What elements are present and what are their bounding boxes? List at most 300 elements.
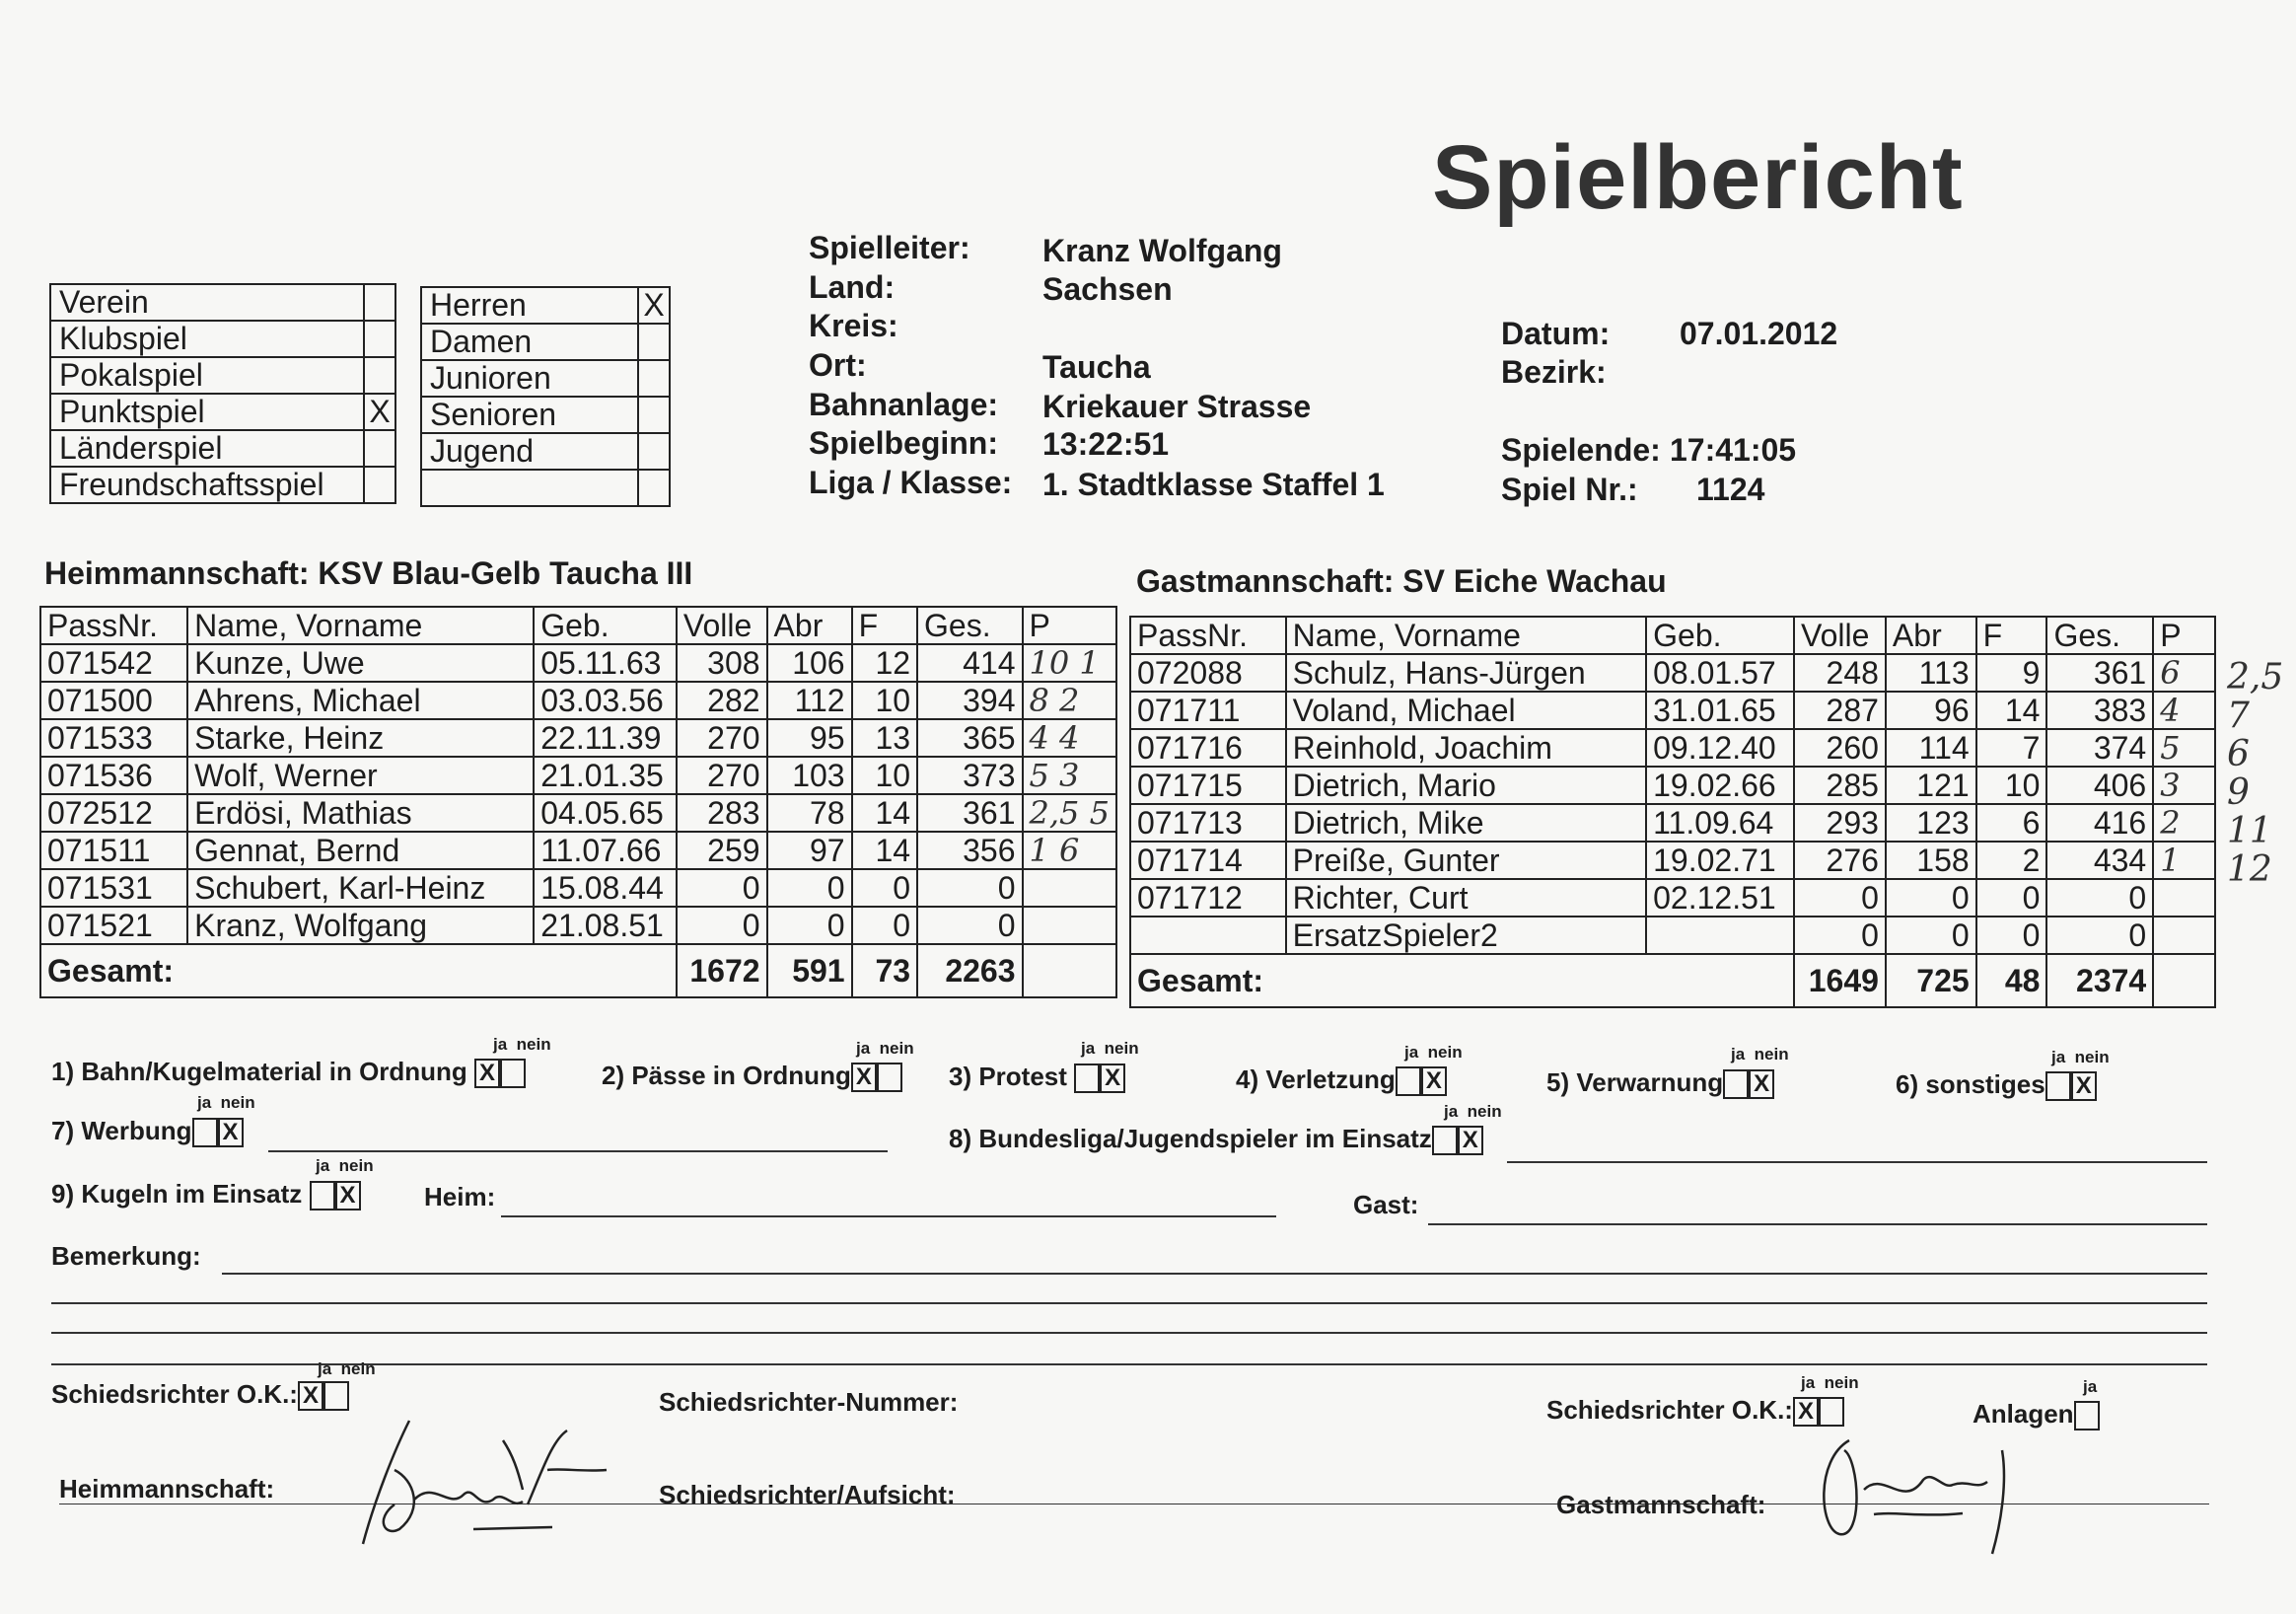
- home-cell-gesamt: 365: [917, 719, 1022, 757]
- table-row: [1130, 804, 2215, 842]
- guest-cell-fehler: 10: [1976, 767, 2047, 804]
- category-table: [420, 286, 671, 507]
- table-row: [1130, 879, 2215, 917]
- bezirk-label: Bezirk:: [1501, 354, 1607, 390]
- guest-total-punkte: [2153, 954, 2215, 1007]
- question-8-ja-nein: ja nein: [1444, 1102, 1502, 1121]
- home-players-table: [39, 606, 1117, 998]
- margin-note: 7: [2227, 696, 2250, 736]
- guest-players-table: [1129, 616, 2216, 1008]
- home-cell-gesamt: 361: [917, 794, 1022, 832]
- guest-cell-abraeumen: 121: [1886, 767, 1976, 804]
- category-label: [421, 470, 638, 506]
- home-cell-name: Schubert, Karl-Heinz: [187, 869, 534, 907]
- liga-label: Liga / Klasse:: [809, 465, 1013, 500]
- question-1-label: 1) Bahn/Kugelmaterial in Ordnung: [51, 1057, 467, 1086]
- guest-cell-name: ErsatzSpieler2: [1286, 917, 1646, 954]
- guest-cell-fehler: 0: [1976, 917, 2047, 954]
- question-7-ja-box[interactable]: [192, 1118, 218, 1147]
- home-cell-pass-nr: 071542: [40, 644, 187, 682]
- guest-cell-punkte: 1: [2153, 842, 2215, 879]
- sr-aufsicht-label: Schiedsrichter/Aufsicht:: [659, 1480, 956, 1509]
- question-5-nein-box[interactable]: X: [1749, 1069, 1774, 1099]
- sr-ok-home-ja-box[interactable]: X: [298, 1381, 323, 1411]
- guest-total-fehler: 48: [1976, 954, 2047, 1007]
- guest-cell-fehler: 9: [1976, 654, 2047, 692]
- sr-ok-home-label: Schiedsrichter O.K.:: [51, 1379, 298, 1409]
- heim-line[interactable]: [501, 1215, 1276, 1217]
- home-team-caption: Heimmannschaft: KSV Blau-Gelb Taucha III: [44, 555, 693, 591]
- question-4-ja-box[interactable]: [1396, 1066, 1421, 1096]
- question-1-nein-box[interactable]: [500, 1059, 526, 1088]
- guest-cell-birth-date: 19.02.66: [1646, 767, 1794, 804]
- ort-value: Taucha: [1042, 349, 1151, 385]
- question-8-label: 8) Bundesliga/Jugendspieler im Einsatz: [949, 1124, 1432, 1153]
- guest-cell-punkte: [2153, 917, 2215, 954]
- question-3-ja-box[interactable]: [1074, 1064, 1100, 1093]
- question-3: [949, 1062, 1125, 1093]
- category-label: Senioren: [421, 397, 638, 433]
- guest-team-caption: Gastmannschaft: SV Eiche Wachau: [1136, 563, 1667, 599]
- guest-cell-birth-date: [1646, 917, 1794, 954]
- category-row[interactable]: [421, 433, 670, 470]
- home-cell-punkte: 10 1: [1023, 644, 1116, 682]
- guest-header-volle: Volle: [1794, 617, 1886, 654]
- home-signature: [355, 1411, 611, 1549]
- home-cell-fehler: 13: [852, 719, 917, 757]
- guest-cell-volle: 0: [1794, 917, 1886, 954]
- gast-line[interactable]: [1428, 1223, 2207, 1225]
- home-cell-birth-date: 15.08.44: [534, 869, 677, 907]
- table-row: [1130, 842, 2215, 879]
- gastmannschaft-label: Gastmannschaft:: [1556, 1490, 1766, 1519]
- question-2-ja-nein: ja nein: [856, 1039, 914, 1058]
- question-1-ja-box[interactable]: X: [474, 1059, 500, 1088]
- category-label: Herren: [421, 287, 638, 324]
- spielnr-value: 1124: [1696, 472, 1765, 507]
- guest-cell-volle: 287: [1794, 692, 1886, 729]
- home-cell-abraeumen: 103: [767, 757, 852, 794]
- category-checkbox[interactable]: X: [638, 287, 670, 324]
- guest-cell-pass-nr: 071713: [1130, 804, 1286, 842]
- sr-ok-home: [51, 1379, 349, 1411]
- guest-cell-abraeumen: 0: [1886, 879, 1976, 917]
- bemerkung-line-2[interactable]: [51, 1302, 2207, 1304]
- home-total-row: [40, 944, 1116, 997]
- guest-cell-birth-date: 31.01.65: [1646, 692, 1794, 729]
- home-cell-volle: 308: [677, 644, 767, 682]
- guest-cell-punkte: 4: [2153, 692, 2215, 729]
- game-type-label: Klubspiel: [50, 321, 364, 357]
- table-row: [40, 794, 1116, 832]
- table-row: [1130, 767, 2215, 804]
- spielende-value: 17:41:05: [1670, 432, 1797, 468]
- question-9-ja-nein: ja nein: [316, 1156, 374, 1175]
- guest-cell-pass-nr: 071711: [1130, 692, 1286, 729]
- table-row: [40, 719, 1116, 757]
- guest-cell-gesamt: 434: [2046, 842, 2153, 879]
- table-row: [40, 757, 1116, 794]
- question-8-nein-box[interactable]: X: [1458, 1126, 1483, 1155]
- home-cell-gesamt: 394: [917, 682, 1022, 719]
- category-row[interactable]: [421, 360, 670, 397]
- game-type-row[interactable]: [50, 467, 395, 503]
- bemerkung-label: Bemerkung:: [51, 1241, 201, 1271]
- question-6-ja-nein: ja nein: [2051, 1048, 2110, 1066]
- guest-header-punkte: P: [2153, 617, 2215, 654]
- table-row: [40, 907, 1116, 944]
- guest-cell-fehler: 7: [1976, 729, 2047, 767]
- question-9-ja-box[interactable]: [310, 1181, 335, 1210]
- home-cell-volle: 0: [677, 907, 767, 944]
- home-cell-volle: 0: [677, 869, 767, 907]
- home-header-gesamt: Ges.: [917, 607, 1022, 644]
- guest-cell-volle: 293: [1794, 804, 1886, 842]
- heimmannschaft-label: Heimmannschaft:: [59, 1474, 275, 1504]
- category-checkbox[interactable]: [638, 397, 670, 433]
- guest-cell-name: Preiße, Gunter: [1286, 842, 1646, 879]
- margin-note: 2,5: [2227, 657, 2284, 697]
- home-cell-birth-date: 21.01.35: [534, 757, 677, 794]
- table-row: [40, 682, 1116, 719]
- spielende-label: Spielende:: [1501, 432, 1661, 468]
- home-cell-punkte: [1023, 869, 1116, 907]
- guest-cell-abraeumen: 113: [1886, 654, 1976, 692]
- home-cell-punkte: 2,5 5: [1023, 794, 1116, 832]
- guest-cell-punkte: 6: [2153, 654, 2215, 692]
- game-type-label: Pokalspiel: [50, 357, 364, 394]
- home-cell-abraeumen: 0: [767, 907, 852, 944]
- question-1: [51, 1057, 526, 1088]
- category-checkbox[interactable]: [638, 470, 670, 506]
- kreis-label: Kreis:: [809, 308, 898, 343]
- land-value: Sachsen: [1042, 271, 1173, 307]
- guest-cell-name: Richter, Curt: [1286, 879, 1646, 917]
- question-7-nein-box[interactable]: X: [218, 1118, 244, 1147]
- question-2-nein-box[interactable]: [877, 1063, 902, 1092]
- sr-ok-guest-ja-box[interactable]: X: [1793, 1397, 1819, 1427]
- guest-cell-abraeumen: 114: [1886, 729, 1976, 767]
- home-cell-fehler: 12: [852, 644, 917, 682]
- home-cell-fehler: 0: [852, 869, 917, 907]
- home-header-volle: Volle: [677, 607, 767, 644]
- home-cell-pass-nr: 071500: [40, 682, 187, 719]
- margin-note: 12: [2227, 849, 2272, 890]
- bahnanlage-value: Kriekauer Strasse: [1042, 389, 1312, 424]
- question-3-label: 3) Protest: [949, 1062, 1067, 1091]
- question-6-nein-box[interactable]: X: [2071, 1071, 2097, 1101]
- home-cell-abraeumen: 106: [767, 644, 852, 682]
- table-row: [1130, 654, 2215, 692]
- sr-ok-home-nein-box[interactable]: [323, 1381, 349, 1411]
- table-row: [1130, 692, 2215, 729]
- home-cell-abraeumen: 78: [767, 794, 852, 832]
- question-2-label: 2) Pässe in Ordnung: [602, 1061, 851, 1090]
- question-7-label: 7) Werbung: [51, 1116, 192, 1145]
- anlagen-label: Anlagen: [1973, 1399, 2074, 1429]
- guest-total-label: Gesamt:: [1130, 954, 1794, 1007]
- game-type-label: Punktspiel: [50, 394, 364, 430]
- table-row: [1130, 917, 2215, 954]
- game-type-checkbox[interactable]: [364, 284, 395, 321]
- spielleiter-label: Spielleiter:: [809, 230, 970, 265]
- question-4-nein-box[interactable]: X: [1421, 1066, 1447, 1096]
- liga-value: 1. Stadtklasse Staffel 1: [1042, 467, 1385, 502]
- guest-cell-pass-nr: 072088: [1130, 654, 1286, 692]
- question-5-ja-box[interactable]: [1723, 1069, 1749, 1099]
- question-9-nein-box[interactable]: X: [335, 1181, 361, 1210]
- margin-note: 6: [2227, 734, 2250, 774]
- category-label: Junioren: [421, 360, 638, 397]
- category-row[interactable]: [421, 470, 670, 506]
- guest-header-gesamt: Ges.: [2046, 617, 2153, 654]
- guest-total-abraeumen: 725: [1886, 954, 1976, 1007]
- sr-ok-home-ja-nein: ja nein: [318, 1359, 376, 1378]
- home-header-birth-date: Geb.: [534, 607, 677, 644]
- guest-cell-abraeumen: 158: [1886, 842, 1976, 879]
- bundesliga-line[interactable]: [1507, 1161, 2207, 1163]
- home-cell-abraeumen: 0: [767, 869, 852, 907]
- guest-cell-abraeumen: 96: [1886, 692, 1976, 729]
- home-header-pass-nr: PassNr.: [40, 607, 187, 644]
- guest-cell-name: Dietrich, Mike: [1286, 804, 1646, 842]
- home-cell-pass-nr: 071536: [40, 757, 187, 794]
- datum-value: 07.01.2012: [1680, 316, 1838, 351]
- guest-cell-punkte: 3: [2153, 767, 2215, 804]
- table-row: [40, 832, 1116, 869]
- margin-note: 9: [2227, 772, 2250, 813]
- home-cell-pass-nr: 071531: [40, 869, 187, 907]
- question-4-ja-nein: ja nein: [1404, 1043, 1463, 1062]
- home-cell-punkte: [1023, 907, 1116, 944]
- anlagen-ja-box[interactable]: [2074, 1401, 2100, 1431]
- home-cell-gesamt: 373: [917, 757, 1022, 794]
- question-9: [51, 1179, 361, 1210]
- home-cell-abraeumen: 97: [767, 832, 852, 869]
- question-2: [602, 1061, 902, 1092]
- home-cell-name: Erdösi, Mathias: [187, 794, 534, 832]
- table-row: [40, 644, 1116, 682]
- land-label: Land:: [809, 269, 896, 305]
- home-total-punkte: [1023, 944, 1116, 997]
- guest-cell-gesamt: 406: [2046, 767, 2153, 804]
- home-cell-fehler: 14: [852, 794, 917, 832]
- home-cell-fehler: 10: [852, 682, 917, 719]
- question-8: [949, 1124, 1483, 1155]
- home-cell-gesamt: 0: [917, 907, 1022, 944]
- guest-cell-gesamt: 383: [2046, 692, 2153, 729]
- question-2-ja-box[interactable]: X: [851, 1063, 877, 1092]
- spielleiter-value: Kranz Wolfgang: [1042, 233, 1282, 268]
- guest-cell-volle: 285: [1794, 767, 1886, 804]
- guest-header-abraeumen: Abr: [1886, 617, 1976, 654]
- home-cell-birth-date: 11.07.66: [534, 832, 677, 869]
- home-cell-name: Gennat, Bernd: [187, 832, 534, 869]
- home-header-name: Name, Vorname: [187, 607, 534, 644]
- game-type-label: Länderspiel: [50, 430, 364, 467]
- home-cell-pass-nr: 071521: [40, 907, 187, 944]
- guest-header-birth-date: Geb.: [1646, 617, 1794, 654]
- home-header-fehler: F: [852, 607, 917, 644]
- home-cell-fehler: 14: [852, 832, 917, 869]
- home-cell-pass-nr: 071511: [40, 832, 187, 869]
- home-cell-punkte: 4 4: [1023, 719, 1116, 757]
- heim-label: Heim:: [424, 1182, 496, 1211]
- home-cell-birth-date: 04.05.65: [534, 794, 677, 832]
- guest-header-fehler: F: [1976, 617, 2047, 654]
- guest-cell-name: Schulz, Hans-Jürgen: [1286, 654, 1646, 692]
- guest-header-name: Name, Vorname: [1286, 617, 1646, 654]
- bemerkung-line-3[interactable]: [51, 1332, 2207, 1334]
- question-3-nein-box[interactable]: X: [1100, 1064, 1125, 1093]
- question-8-ja-box[interactable]: [1432, 1126, 1458, 1155]
- home-cell-abraeumen: 112: [767, 682, 852, 719]
- guest-cell-birth-date: 02.12.51: [1646, 879, 1794, 917]
- home-cell-name: Kunze, Uwe: [187, 644, 534, 682]
- game-type-row[interactable]: [50, 284, 395, 321]
- guest-cell-volle: 276: [1794, 842, 1886, 879]
- category-row[interactable]: [421, 324, 670, 360]
- home-cell-punkte: 1 6: [1023, 832, 1116, 869]
- category-checkbox[interactable]: [638, 324, 670, 360]
- game-type-checkbox[interactable]: [364, 321, 395, 357]
- guest-cell-birth-date: 11.09.64: [1646, 804, 1794, 842]
- home-cell-volle: 282: [677, 682, 767, 719]
- gast-label: Gast:: [1353, 1190, 1419, 1219]
- home-cell-pass-nr: 071533: [40, 719, 187, 757]
- guest-cell-fehler: 2: [1976, 842, 2047, 879]
- question-1-ja-nein: ja nein: [493, 1035, 551, 1054]
- guest-cell-name: Voland, Michael: [1286, 692, 1646, 729]
- home-cell-birth-date: 05.11.63: [534, 644, 677, 682]
- home-header-punkte: P: [1023, 607, 1116, 644]
- question-6-label: 6) sonstiges: [1896, 1069, 2045, 1099]
- game-type-row[interactable]: [50, 321, 395, 357]
- home-cell-gesamt: 356: [917, 832, 1022, 869]
- guest-cell-abraeumen: 123: [1886, 804, 1976, 842]
- guest-cell-pass-nr: [1130, 917, 1286, 954]
- home-header-row: [40, 607, 1116, 644]
- game-type-row[interactable]: [50, 357, 395, 394]
- guest-total-row: [1130, 954, 2215, 1007]
- home-cell-birth-date: 03.03.56: [534, 682, 677, 719]
- home-total-gesamt: 2263: [917, 944, 1022, 997]
- question-6: [1896, 1069, 2097, 1101]
- page-title: Spielbericht: [1432, 127, 1964, 228]
- question-7: [51, 1116, 244, 1147]
- question-7-ja-nein: ja nein: [197, 1093, 255, 1112]
- category-checkbox[interactable]: [638, 433, 670, 470]
- anlagen-ja: ja: [2083, 1377, 2098, 1396]
- guest-total-gesamt: 2374: [2046, 954, 2153, 1007]
- spielbeginn-label: Spielbeginn:: [809, 425, 998, 461]
- home-total-label: Gesamt:: [40, 944, 677, 997]
- guest-cell-gesamt: 361: [2046, 654, 2153, 692]
- table-row: [1130, 729, 2215, 767]
- sr-ok-guest-ja-nein: ja nein: [1801, 1373, 1859, 1392]
- guest-cell-pass-nr: 071716: [1130, 729, 1286, 767]
- guest-cell-gesamt: 374: [2046, 729, 2153, 767]
- guest-cell-birth-date: 19.02.71: [1646, 842, 1794, 879]
- guest-cell-volle: 260: [1794, 729, 1886, 767]
- home-cell-abraeumen: 95: [767, 719, 852, 757]
- category-row[interactable]: [421, 287, 670, 324]
- category-label: Jugend: [421, 433, 638, 470]
- werbung-line[interactable]: [268, 1150, 888, 1152]
- home-cell-volle: 259: [677, 832, 767, 869]
- game-type-checkbox[interactable]: X: [364, 394, 395, 430]
- guest-cell-gesamt: 0: [2046, 879, 2153, 917]
- guest-cell-fehler: 14: [1976, 692, 2047, 729]
- home-total-fehler: 73: [852, 944, 917, 997]
- sr-ok-guest: [1546, 1395, 1844, 1427]
- game-type-row[interactable]: [50, 430, 395, 467]
- game-type-checkbox[interactable]: [364, 467, 395, 503]
- question-6-ja-box[interactable]: [2045, 1071, 2071, 1101]
- guest-cell-birth-date: 09.12.40: [1646, 729, 1794, 767]
- home-cell-name: Wolf, Werner: [187, 757, 534, 794]
- question-3-ja-nein: ja nein: [1081, 1039, 1139, 1058]
- home-cell-fehler: 10: [852, 757, 917, 794]
- guest-cell-pass-nr: 071714: [1130, 842, 1286, 879]
- guest-cell-name: Dietrich, Mario: [1286, 767, 1646, 804]
- guest-cell-punkte: 5: [2153, 729, 2215, 767]
- game-type-label: Freundschaftsspiel: [50, 467, 364, 503]
- guest-cell-volle: 248: [1794, 654, 1886, 692]
- bemerkung-line-1[interactable]: [222, 1273, 2207, 1275]
- datum-label: Datum:: [1501, 316, 1611, 351]
- home-cell-fehler: 0: [852, 907, 917, 944]
- guest-cell-birth-date: 08.01.57: [1646, 654, 1794, 692]
- home-cell-name: Kranz, Wolfgang: [187, 907, 534, 944]
- ort-label: Ort:: [809, 347, 867, 383]
- bahnanlage-label: Bahnanlage:: [809, 387, 999, 422]
- guest-cell-punkte: [2153, 879, 2215, 917]
- game-type-checkbox[interactable]: [364, 357, 395, 394]
- category-label: Damen: [421, 324, 638, 360]
- category-row[interactable]: [421, 397, 670, 433]
- guest-cell-punkte: 2: [2153, 804, 2215, 842]
- spielbeginn-value: 13:22:51: [1042, 426, 1170, 462]
- question-4: [1236, 1064, 1447, 1096]
- guest-cell-pass-nr: 071715: [1130, 767, 1286, 804]
- home-cell-gesamt: 414: [917, 644, 1022, 682]
- guest-cell-gesamt: 416: [2046, 804, 2153, 842]
- home-cell-pass-nr: 072512: [40, 794, 187, 832]
- guest-cell-volle: 0: [1794, 879, 1886, 917]
- guest-total-volle: 1649: [1794, 954, 1886, 1007]
- guest-cell-fehler: 6: [1976, 804, 2047, 842]
- guest-cell-pass-nr: 071712: [1130, 879, 1286, 917]
- sr-ok-guest-label: Schiedsrichter O.K.:: [1546, 1395, 1793, 1425]
- home-cell-volle: 270: [677, 719, 767, 757]
- question-4-label: 4) Verletzung: [1236, 1064, 1396, 1094]
- margin-note: 11: [2227, 811, 2272, 851]
- category-checkbox[interactable]: [638, 360, 670, 397]
- guest-cell-gesamt: 0: [2046, 917, 2153, 954]
- game-type-checkbox[interactable]: [364, 430, 395, 467]
- home-cell-name: Ahrens, Michael: [187, 682, 534, 719]
- home-cell-punkte: 5 3: [1023, 757, 1116, 794]
- question-5-ja-nein: ja nein: [1731, 1045, 1789, 1064]
- home-total-abraeumen: 591: [767, 944, 852, 997]
- game-type-row[interactable]: [50, 394, 395, 430]
- home-cell-gesamt: 0: [917, 869, 1022, 907]
- home-cell-punkte: 8 2: [1023, 682, 1116, 719]
- home-cell-volle: 283: [677, 794, 767, 832]
- guest-cell-abraeumen: 0: [1886, 917, 1976, 954]
- question-5-label: 5) Verwarnung: [1546, 1067, 1724, 1097]
